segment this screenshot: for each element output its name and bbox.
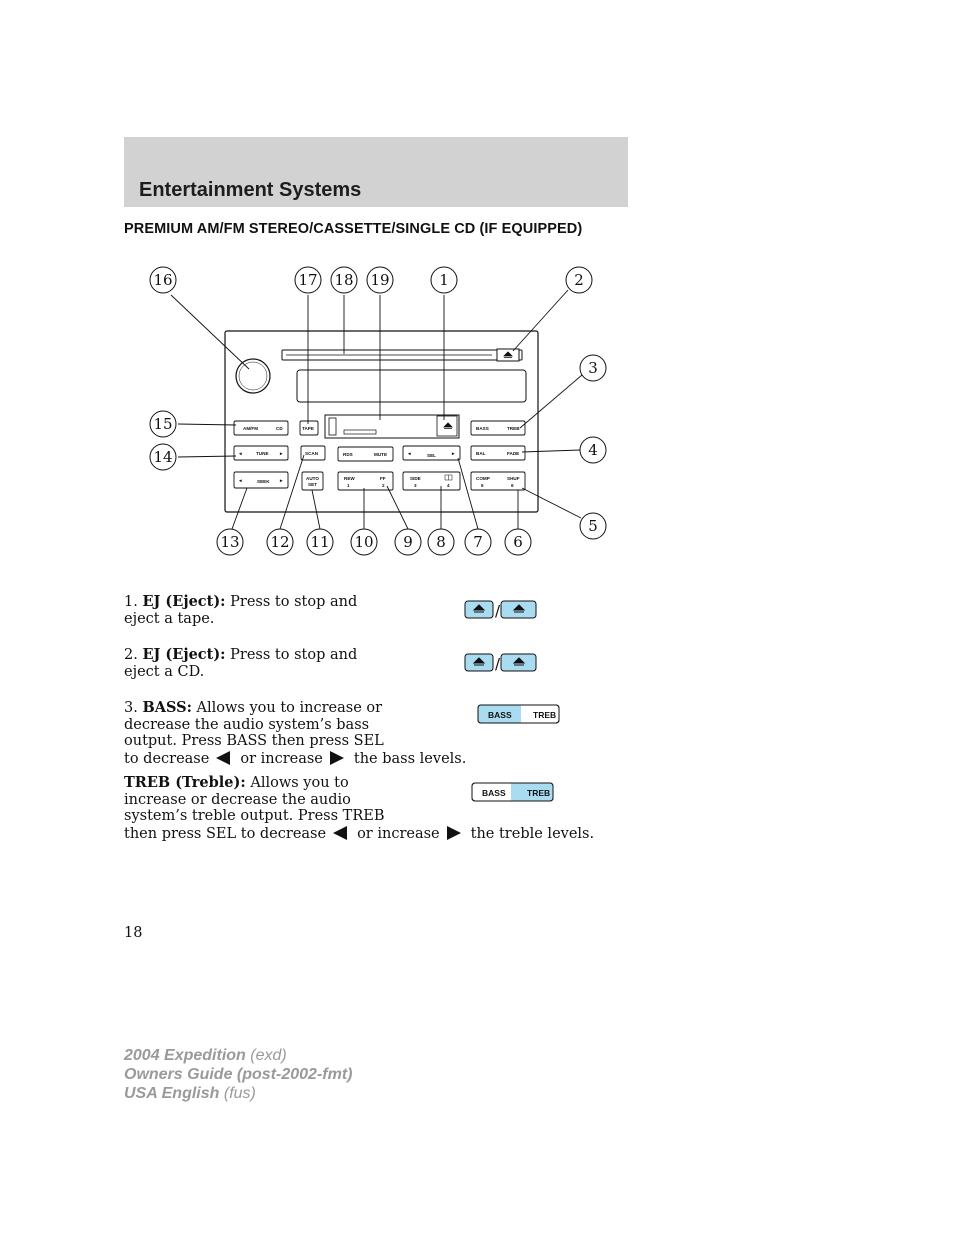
footer-model: 2004 Expedition	[124, 1047, 246, 1064]
decrease-arrow-icon	[332, 825, 348, 841]
callout-19: 19	[370, 271, 390, 289]
callout-5: 5	[588, 517, 598, 535]
callout-12: 12	[270, 533, 290, 551]
footer-language-code: (fus)	[223, 1085, 256, 1102]
callout-17: 17	[298, 271, 318, 289]
auto-label: AUTO	[306, 476, 319, 481]
left-arrow: ◄	[238, 451, 243, 456]
preset-1-label: 1	[347, 483, 350, 488]
treb-term: TREB (Treble):	[124, 774, 246, 791]
amfm-label: AM/FM	[243, 426, 259, 431]
preset-3-label: 3	[414, 483, 417, 488]
tune-label: TUNE	[256, 451, 269, 456]
item-3-text: 3. BASS: Allows you to increase or decrease the audio system’s bass output. Press BASS then press SEL to decrease or increase the bass levels.	[124, 699, 467, 767]
display-window	[297, 370, 526, 402]
left-arrow: ◄	[238, 478, 243, 483]
callout-16: 16	[153, 271, 173, 289]
callout-3: 3	[588, 359, 598, 377]
treb-text: TREB (Treble): Allows you to increase or decrease the audio system’s treble output. Press TREB then press SEL to decrease or increase the treble levels.	[124, 774, 595, 842]
fade-label: FADE	[507, 451, 520, 456]
increase-arrow-icon	[446, 825, 462, 841]
item-3-term: BASS:	[142, 699, 192, 716]
scan-label: SCAN	[305, 451, 319, 456]
bass-label: BASS	[488, 710, 512, 720]
right-arrow: ►	[279, 478, 284, 483]
shuf-label: SHUF	[507, 476, 520, 481]
callout-8: 8	[436, 533, 446, 551]
footer-guide: Owners Guide (post-2002-fmt)	[124, 1066, 353, 1083]
treb-button-image	[471, 782, 555, 803]
seek-label: SEEK	[257, 479, 270, 484]
separator: /	[495, 602, 501, 620]
callout-7: 7	[473, 533, 483, 551]
item-1-text: 1. EJ (Eject): Press to stop and eject a tape.	[124, 593, 358, 627]
item-2-term: EJ (Eject):	[142, 646, 226, 663]
left-arrow: ◄	[407, 451, 412, 456]
right-arrow: ►	[451, 451, 456, 456]
tape-label: TAPE	[302, 426, 314, 431]
treb-label: TREB	[527, 788, 551, 798]
preset-5-label: 5	[481, 483, 484, 488]
bass-label: BASS	[482, 788, 506, 798]
treb-label: TREB	[533, 710, 557, 720]
footer-model-code: (exd)	[250, 1047, 287, 1064]
side-button	[403, 472, 460, 490]
preset-4-label: 4	[447, 483, 450, 488]
side-label: SIDE	[410, 476, 421, 481]
callout-9: 9	[403, 533, 413, 551]
callout-1: 1	[439, 271, 449, 289]
eject-buttons-image-1	[464, 600, 538, 620]
callout-2: 2	[574, 271, 584, 289]
callout-14: 14	[153, 448, 173, 466]
right-arrow: ►	[279, 451, 284, 456]
callout-6: 6	[513, 533, 523, 551]
bass-button-image	[477, 704, 561, 725]
auto-set-button	[302, 472, 323, 490]
callout-13: 13	[220, 533, 240, 551]
bal-label: BAL	[476, 451, 486, 456]
preset-6-label: 6	[511, 483, 514, 488]
set-label: SET	[308, 482, 317, 487]
header-band	[124, 137, 628, 207]
footer	[124, 1046, 352, 1103]
item-2-text: 2. EJ (Eject): Press to stop and eject a CD.	[124, 646, 358, 680]
mute-label: MUTE	[374, 452, 388, 457]
comp-shuf-button	[471, 472, 525, 490]
section-title: Entertainment Systems	[139, 179, 362, 201]
treb-label: TREB	[507, 426, 520, 431]
cd-label: CD	[276, 426, 283, 431]
callout-4: 4	[588, 441, 598, 459]
page-number: 18	[124, 925, 143, 941]
subsection-heading: PREMIUM AM/FM STEREO/CASSETTE/SINGLE CD (IF EQUIPPED)	[124, 221, 583, 237]
comp-label: COMP	[476, 476, 490, 481]
radio-diagram	[140, 258, 620, 563]
footer-language: USA English	[124, 1085, 220, 1102]
sel-label: SEL	[427, 453, 436, 458]
preset-2-label: 2	[382, 483, 385, 488]
eject-buttons-image-2	[464, 653, 538, 673]
decrease-arrow-icon	[215, 750, 231, 766]
callout-18: 18	[334, 271, 354, 289]
ff-label: FF	[380, 476, 386, 481]
volume-knob	[236, 359, 270, 393]
increase-arrow-icon	[329, 750, 345, 766]
separator: /	[495, 655, 501, 673]
rds-label: RDS	[343, 452, 353, 457]
bass-label: BASS	[476, 426, 489, 431]
callout-11: 11	[310, 533, 330, 551]
item-1-term: EJ (Eject):	[142, 593, 226, 610]
callout-10: 10	[354, 533, 374, 551]
callout-15: 15	[153, 415, 173, 433]
rew-label: REW	[344, 476, 355, 481]
